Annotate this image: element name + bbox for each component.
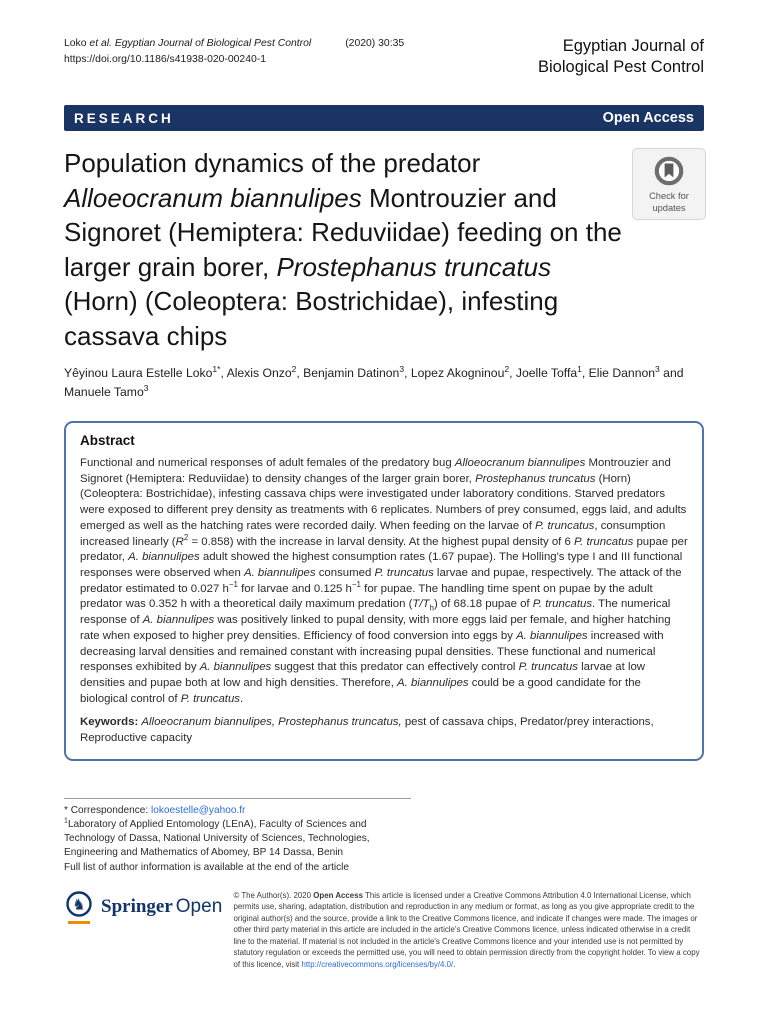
page-footer	[64, 890, 704, 971]
keywords-line: Keywords: Alloeocranum biannulipes, Prostephanus truncatus, pest of cassava chips, Predator/prey interactions, Reproductive capacity	[80, 716, 654, 745]
svg-text:♞: ♞	[72, 895, 86, 914]
citation-text: Loko et al. Egyptian Journal of Biological Pest Control	[64, 38, 312, 49]
springer-open-wordmark	[101, 896, 222, 918]
springer-horse-icon	[64, 890, 94, 924]
inline-link[interactable]: http://creativecommons.org/licenses/by/4.0/	[301, 959, 454, 969]
article-title: Population dynamics of the predator Alloeocranum biannulipes Montrouzier and Signoret (Hemiptera: Reduviidae) feeding on the larger grain borer, Prostephanus truncatus (Horn) (Coleoptera: Bostrichidae), infesting cassava chips	[64, 148, 622, 351]
logo-word-springer: Springer	[101, 895, 173, 917]
springer-open-logo	[64, 890, 233, 924]
doi-line: https://doi.org/10.1186/s41938-020-00240-1	[64, 53, 266, 65]
logo-orange-underline	[68, 921, 90, 924]
abstract-heading: Abstract	[80, 433, 135, 449]
journal-name-line2: Biological Pest Control	[538, 57, 704, 76]
article-type-label: RESEARCH	[74, 110, 174, 126]
check-for-updates-label: Check for updates	[649, 191, 689, 213]
correspondence-line: * Correspondence: lokoestelle@yahoo.fr	[64, 804, 246, 816]
journal-name-line1: Egyptian Journal of	[562, 37, 704, 55]
citation-issue: (2020) 30:35	[345, 38, 405, 49]
abstract-box	[64, 421, 704, 761]
check-for-updates-icon	[654, 156, 684, 186]
journal-name	[538, 36, 704, 77]
affiliation-line: $^1$Laboratory of Applied Entomology (LEnA), Faculty of Sciences and Technology of Dassa, National University of Sciences, Technologies, Engineering and Mathematics of Abomey, BP 14 Dassa, Benin	[64, 817, 370, 859]
footnote-block	[64, 798, 411, 875]
copyright-notice: © The Author(s). 2020 Open Access This article is licensed under a Creative Commons Attribution 4.0 International License, which permits use, sharing, adaptation, distribution and reproduction in any medium or format, as long as you give appropriate credit to the original author(s) and the source, provide a link to the Creative Commons licence, and indicate if changes were made. The images or other third party material in this article are included in the article's Creative Commons licence, unless indicated otherwise in a credit line to the material. If material is not included in the article's Creative Commons licence and your intended use is not permitted by statutory regulation or exceeds the permitted use, you will need to obtain permission directly from the copyright holder. To view a copy of this licence, visit http://creativecommons.org/licenses/by/4.0/.	[233, 890, 700, 969]
page-header	[64, 36, 704, 77]
inline-link[interactable]: lokoestelle@yahoo.fr	[150, 804, 246, 816]
author-info-note: Full list of author information is available at the end of the article	[64, 861, 350, 873]
author-list: Yêyinou Laura Estelle Loko$^{1*}$, Alexis Onzo$^2$, Benjamin Datinon$^3$, Lopez Akogninou$^2$, Joelle Toffa$^1$, Elie Dannon$^3$ and Manuele Tamo$^3$	[64, 364, 684, 400]
article-type-banner	[64, 105, 704, 131]
logo-word-open: Open	[175, 895, 223, 917]
abstract-body: Functional and numerical responses of adult females of the predatory bug Alloeocranum biannulipes Montrouzier and Signoret (Hemiptera: Reduviidae) to density changes of the larger grain borer, Prostephanus truncatus (Horn) (Coleoptera: Bostrichidae), infesting cassava chips were investigated under laboratory conditions. Starved predators were exposed to different prey density as treatments with 6 replicates. Numbers of prey consumed, eggs laid, and adults emerged as well as the hatching rates were recorded daily. When feeding on the larvae of P. truncatus, consumption increased linearly $(R^2 = 0.858)$ with the increase in larval density. At the highest pupal density of 6 P. truncatus pupae per predator, A. biannulipes adult showed the highest consumption rates (1.67 pupae). The Holling's type I and III functional responses were observed when A. biannulipes consumed P. truncatus larvae and pupae, respectively. The attack of the predator estimated to 0.027 $h^{-1}$ for larvae and 0.125 $h^{-1}$ for pupae. The handling time spent on pupae by the adult predator was 0.352 h with a theoretical daily maximum predation $(T/T_h)$ of 68.18 pupae of P. truncatus. The numerical response of A. biannulipes was positively linked to pupal density, with more eggs laid per female, and higher hatching rate when exposed to higher prey densities. Efficiency of food conversion into eggs by A. biannulipes increased with decreasing larval densities and remained constant with increasing pupal densities. These functional and numerical responses exhibited by A. biannulipes suggest that this predator can effectively control P. truncatus larvae at low densities and pupae both at low and high densities. Therefore, A. biannulipes could be a good candidate for the biological control of P. truncatus.	[80, 457, 688, 705]
open-access-label: Open Access	[602, 110, 694, 127]
check-for-updates-badge[interactable]	[632, 148, 706, 220]
citation-line	[64, 36, 404, 52]
citation-block	[64, 36, 404, 67]
